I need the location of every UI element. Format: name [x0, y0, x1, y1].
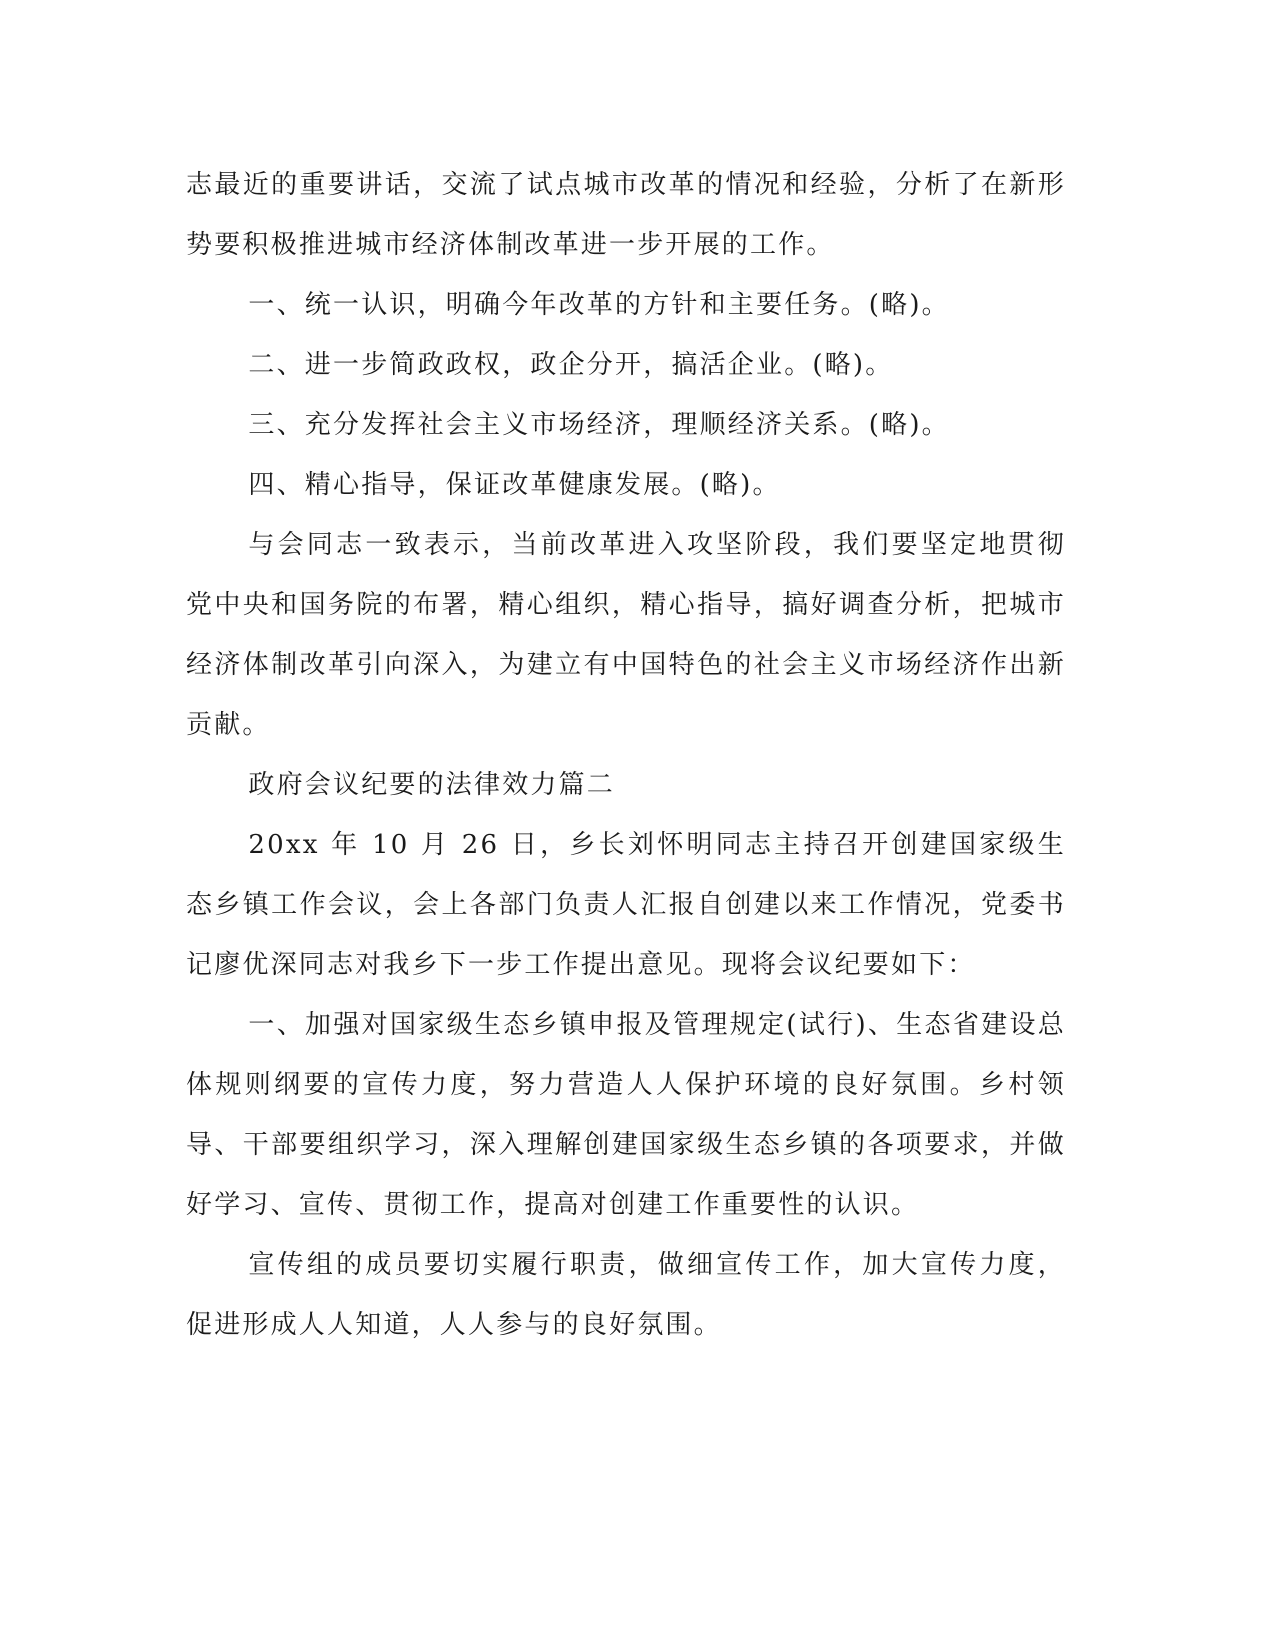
paragraph-point-1: 一、加强对国家级生态乡镇申报及管理规定(试行)、生态省建设总体规则纲要的宣传力度，努力营造人人保护环境的良好氛围。乡村领导、干部要组织学习，深入理解创建国家级生态乡镇的各项要求，并做好学习、宣传、贯彻工作，提高对创建工作重要性的认识。	[186, 1010, 1066, 1220]
paragraph-item-1: 一、统一认识，明确今年改革的方针和主要任务。(略)。	[248, 290, 950, 320]
paragraph-meeting-intro: 20xx 年 10 月 26 日，乡长刘怀明同志主持召开创建国家级生态乡镇工作会议，会上各部门负责人汇报自创建以来工作情况，党委书记廖优深同志对我乡下一步工作提出意见。现将会议纪要如下：	[186, 830, 1066, 980]
paragraph-publicity: 宣传组的成员要切实履行职责，做细宣传工作，加大宣传力度，促进形成人人知道，人人参与的良好氛围。	[186, 1250, 1066, 1340]
paragraph-continuation: 志最近的重要讲话，交流了试点城市改革的情况和经验，分析了在新形势要积极推进城市经济体制改革进一步开展的工作。	[186, 170, 1066, 260]
section-heading: 政府会议纪要的法律效力篇二	[248, 770, 615, 800]
document-body	[186, 155, 1066, 1355]
paragraph-conclusion: 与会同志一致表示，当前改革进入攻坚阶段，我们要坚定地贯彻党中央和国务院的布署，精心组织，精心指导，搞好调查分析，把城市经济体制改革引向深入，为建立有中国特色的社会主义市场经济作出新贡献。	[186, 530, 1066, 740]
paragraph-item-4: 四、精心指导，保证改革健康发展。(略)。	[248, 470, 781, 500]
paragraph-item-3: 三、充分发挥社会主义市场经济，理顺经济关系。(略)。	[248, 410, 950, 440]
paragraph-item-2: 二、进一步简政政权，政企分开，搞活企业。(略)。	[248, 350, 894, 380]
